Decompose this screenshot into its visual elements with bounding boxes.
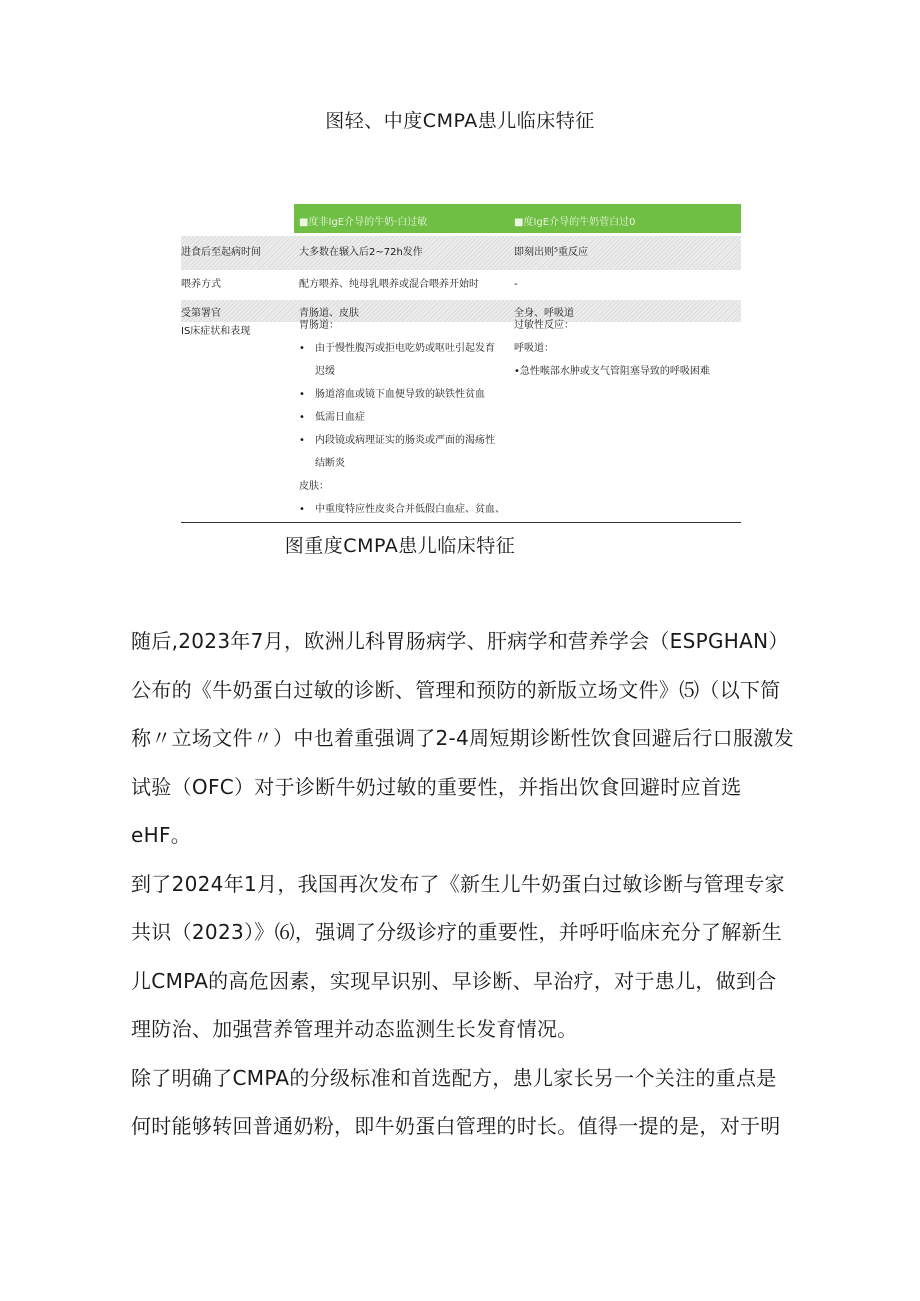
symptoms-non-ige-cell [294,314,508,522]
row-label [181,322,294,522]
symptom-heading: 呼吸道： [514,343,554,354]
table-bottom-rule [181,522,741,523]
symptom-bullet-item [299,498,508,521]
table-header-blank [181,204,294,233]
symptom-heading: 过敏性反应： [514,320,574,331]
symptom-text: 低需日血症 [315,412,365,423]
table-row-feeding [181,270,741,300]
symptom-text: 中重度特应性皮炎合并低假白血症、贫血、 [315,504,505,515]
row-cell-non-ige: 青肠道、皮肤 [299,308,359,319]
row-cell-non-ige: 大多数在辗入后2~72h发作 [299,247,423,258]
symptoms-label: IS床症状和表现 [181,326,251,337]
symptom-text: 内段镜或病理证实的肠炎或严面的渴疡性 [315,435,495,446]
bullet-icon: • [299,389,305,400]
symptom-bullet-item [299,383,508,406]
paragraph: 除了明确了CMPA的分级标准和首选配方，患儿家长另一个关注的重点是何时能够转回普通奶粉，即牛奶蛋白管理的时长。值得一提的是，对于明 [131,1065,781,1138]
row-cell-non-ige: 配方喂养、纯母乳喂养或混合喂养开始时 [299,279,479,290]
table-row-symptoms [181,322,741,522]
row-cell-ige: 即刻出则⁵重反应 [514,247,589,258]
symptom-heading: •急性喉部水肿或支气管阻塞导致的呼吸困难 [514,366,710,377]
bullet-icon: • [299,412,305,423]
paragraph: 随后,2023年7月，欧洲儿科胃肠病学、肝病学和营养学会（ESPGHAN）公布的《牛奶蛋白过敏的诊断、管理和预防的新版立场文件》⑸（以下简称〃立场文件〃）中也着重强调了2-4周短期诊断性饮食回避后行口服激发试验（OFC）对于诊断牛奶过敏的重要性，并指出饮食回避时应首选eHF。 [131,629,794,847]
row-label: 喂养方式 [181,279,221,290]
symptom-bullet-item [299,406,508,429]
symptoms-ige-cell [508,314,741,522]
symptom-heading: 皮肤： [299,481,329,492]
figure-top-caption: 图轻、中度CMPA患儿临床特征 [325,110,595,132]
figure-bottom-caption: 图重度CMPA患儿临床特征 [284,535,516,557]
symptom-bullet-item [299,429,508,452]
symptom-bullet-item [299,337,508,360]
symptom-text: 肠道溶血或镜下血便导致的缺铁性贫血 [315,389,485,400]
bullet-icon: • [299,435,305,446]
table-row-onset [181,236,741,270]
table-header-non-ige: ■度非IgE介导的牛奶·白过敏 [294,204,508,233]
article-body [131,617,795,1151]
symptom-continuation: 结断炎 [315,458,345,469]
symptom-text: 由于慢性腹泻或拒电吃奶或呕吐引起发育 [315,343,495,354]
row-cell-ige: 全身、呼吸道 [514,308,574,319]
symptom-heading: 胃肠道： [299,320,339,331]
row-label: 进食后至起病时间 [181,247,261,258]
table-header-ige: ■度IgE介导的牛奶菅白过0 [508,204,741,233]
row-cell-ige: - [514,279,518,290]
paragraph: 到了2024年1月，我国再次发布了《新生儿牛奶蛋白过敏诊断与管理专家共识（2023）》⑹，强调了分级诊疗的重要性，并呼吁临床充分了解新生儿CMPA的高危因素，实现早识别、早诊断、早治疗，对于患儿，做到合理防治、加强营养管理并动态监测生长发育情况。 [131,871,785,1041]
bullet-icon: • [299,343,305,354]
bullet-icon: • [299,504,305,515]
symptom-continuation: 迟缓 [315,366,335,377]
cmpa-table [181,204,741,522]
table-header-row [181,204,741,233]
row-label: 受第署官 [181,308,221,319]
